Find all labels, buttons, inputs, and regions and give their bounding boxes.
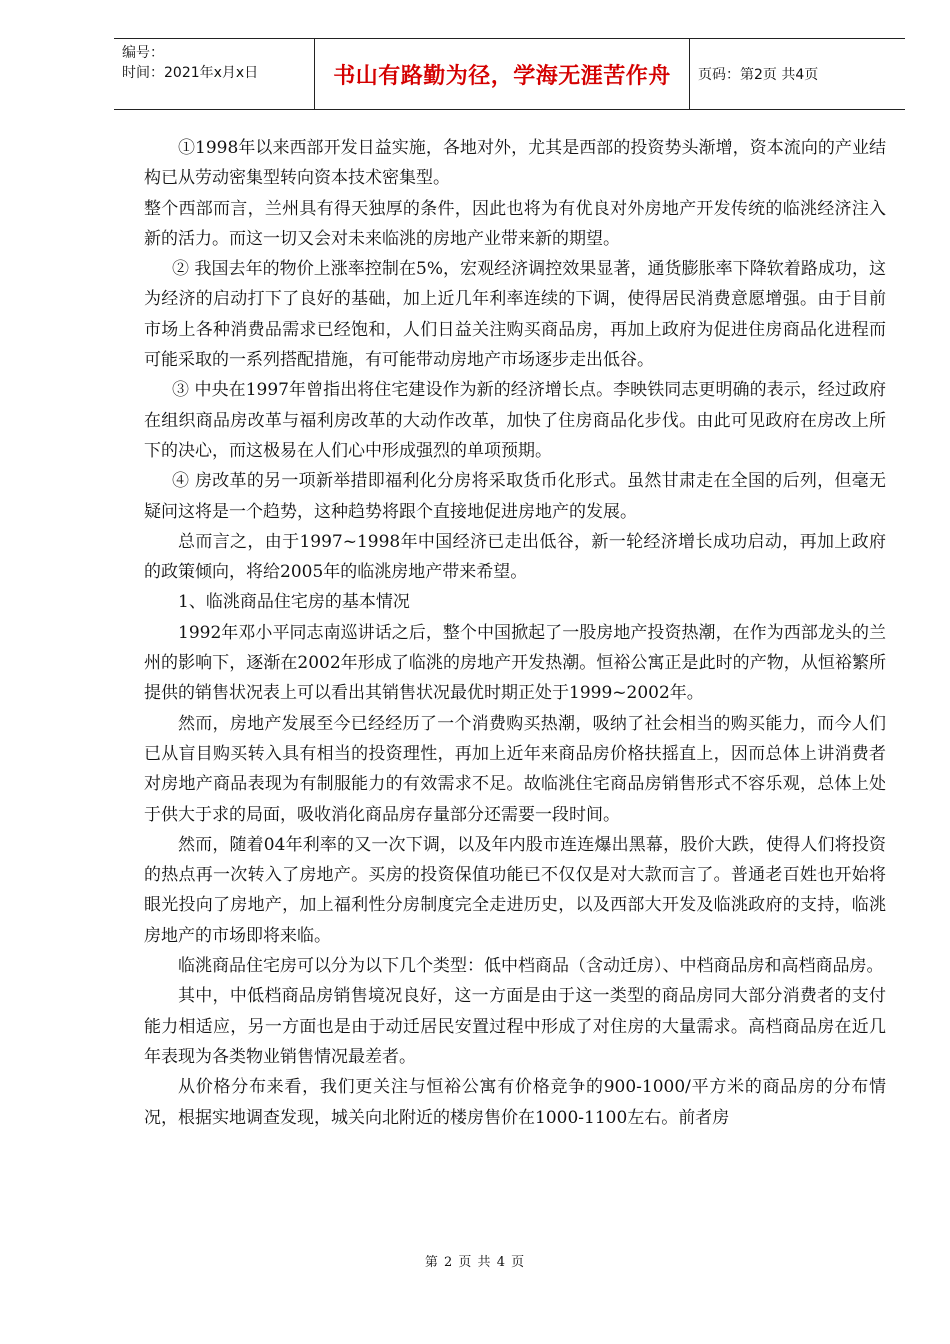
- paragraph: ③ 中央在1997年曾指出将住宅建设作为新的经济增长点。李映铁同志更明确的表示，经过政府在组织商品房改革与福利房改革的大动作改革，加快了住房商品化步伐。由此可见政府在房改上所下的决心，而这极易在人们心中形成强烈的单项预期。: [144, 380, 886, 461]
- header-page-cell: [690, 39, 905, 109]
- paragraph: 其中，中低档商品房销售境况良好，这一方面是由于这一类型的商品房同大部分消费者的支付能力相适应，另一方面也是由于动迁居民安置过程中形成了对住房的大量需求。高档商品房在近几年表现为各类物业销售情况最差者。: [144, 986, 886, 1067]
- paragraph: 整个西部而言，兰州具有得天独厚的条件，因此也将为有优良对外房地产开发传统的临洮经济注入新的活力。而这一切又会对未来临洮的房地产业带来新的期望。: [144, 198, 886, 249]
- paragraph: 1992年邓小平同志南巡讲话之后，整个中国掀起了一股房地产投资热潮，在作为西部龙头的兰州的影响下，逐渐在2002年形成了临洮的房地产开发热潮。恒裕公寓正是此时的产物，从恒裕繁所提供的销售状况表上可以看出其销售状况最优时期正处于1999~2002年。: [144, 622, 886, 704]
- date-label: 时间：2021年x月x日: [122, 65, 259, 81]
- header-motto-cell: [315, 39, 690, 109]
- page-header: [114, 38, 905, 110]
- paragraph: 临洮商品住宅房可以分为以下几个类型：低中档商品（含动迁房）、中档商品房和高档商品房。: [178, 956, 884, 977]
- number-label: 编号：: [122, 45, 164, 61]
- paragraph: 总而言之，由于1997~1998年中国经济已走出低谷，新一轮经济增长成功启动，再加上政府的政策倾向，将给2005年的临洮房地产带来希望。: [144, 531, 886, 583]
- motto: 书山有路勤为径，学海无涯苦作舟: [333, 62, 671, 89]
- paragraph: 然而，随着04年利率的又一次下调，以及年内股市连连爆出黑幕，股价大跌，使得人们将投资的热点再一次转入了房地产。买房的投资保值功能已不仅仅是对大款而言了。普通老百姓也开始将眼光投向了房地产，加上福利性分房制度完全走进历史，以及西部大开发及临洮政府的支持，临洮房地产的市场即将来临。: [144, 834, 886, 946]
- page-label: 页码：第2页 共4页: [698, 67, 819, 83]
- page-footer: 第 2 页 共 4 页: [424, 1255, 526, 1270]
- document-body: [144, 133, 886, 1133]
- paragraph: 然而，房地产发展至今已经经历了一个消费购买热潮，吸纳了社会相当的购买能力，而今人们已从盲目购买转入具有相当的投资理性，再加上近年来商品房价格扶摇直上，因而总体上讲消费者对房地产商品表现为有制服能力的有效需求不足。故临洮住宅商品房销售形式不容乐观，总体上处于供大于求的局面，吸收消化商品房存量部分还需要一段时间。: [144, 713, 886, 825]
- paragraph: ①1998年以来西部开发日益实施，各地对外，尤其是西部的投资势头渐增，资本流向的产业结构已从劳动密集型转向资本技术密集型。: [144, 138, 886, 189]
- header-meta: [114, 39, 315, 109]
- paragraph: ② 我国去年的物价上涨率控制在5%，宏观经济调控效果显著，通货膨胀率下降软着路成功，这为经济的启动打下了良好的基础，加上近几年利率连续的下调，使得居民消费意愿增强。由于目前市场上各种消费品需求已经饱和，人们日益关注购买商品房，再加上政府为促进住房商品化进程而可能采取的一系列搭配措施，有可能带动房地产市场逐步走出低谷。: [144, 259, 886, 371]
- paragraph: ④ 房改革的另一项新举措即福利化分房将采取货币化形式。虽然甘肃走在全国的后列，但毫无疑问这将是一个趋势，这种趋势将跟个直接地促进房地产的发展。: [144, 471, 886, 522]
- section-heading: 1、临洮商品住宅房的基本情况: [178, 592, 410, 613]
- paragraph: 从价格分布来看，我们更关注与恒裕公寓有价格竞争的900-1000/平方米的商品房的分布情况，根据实地调查发现，城关向北附近的楼房售价在1000-1100左右。前者房: [144, 1077, 886, 1128]
